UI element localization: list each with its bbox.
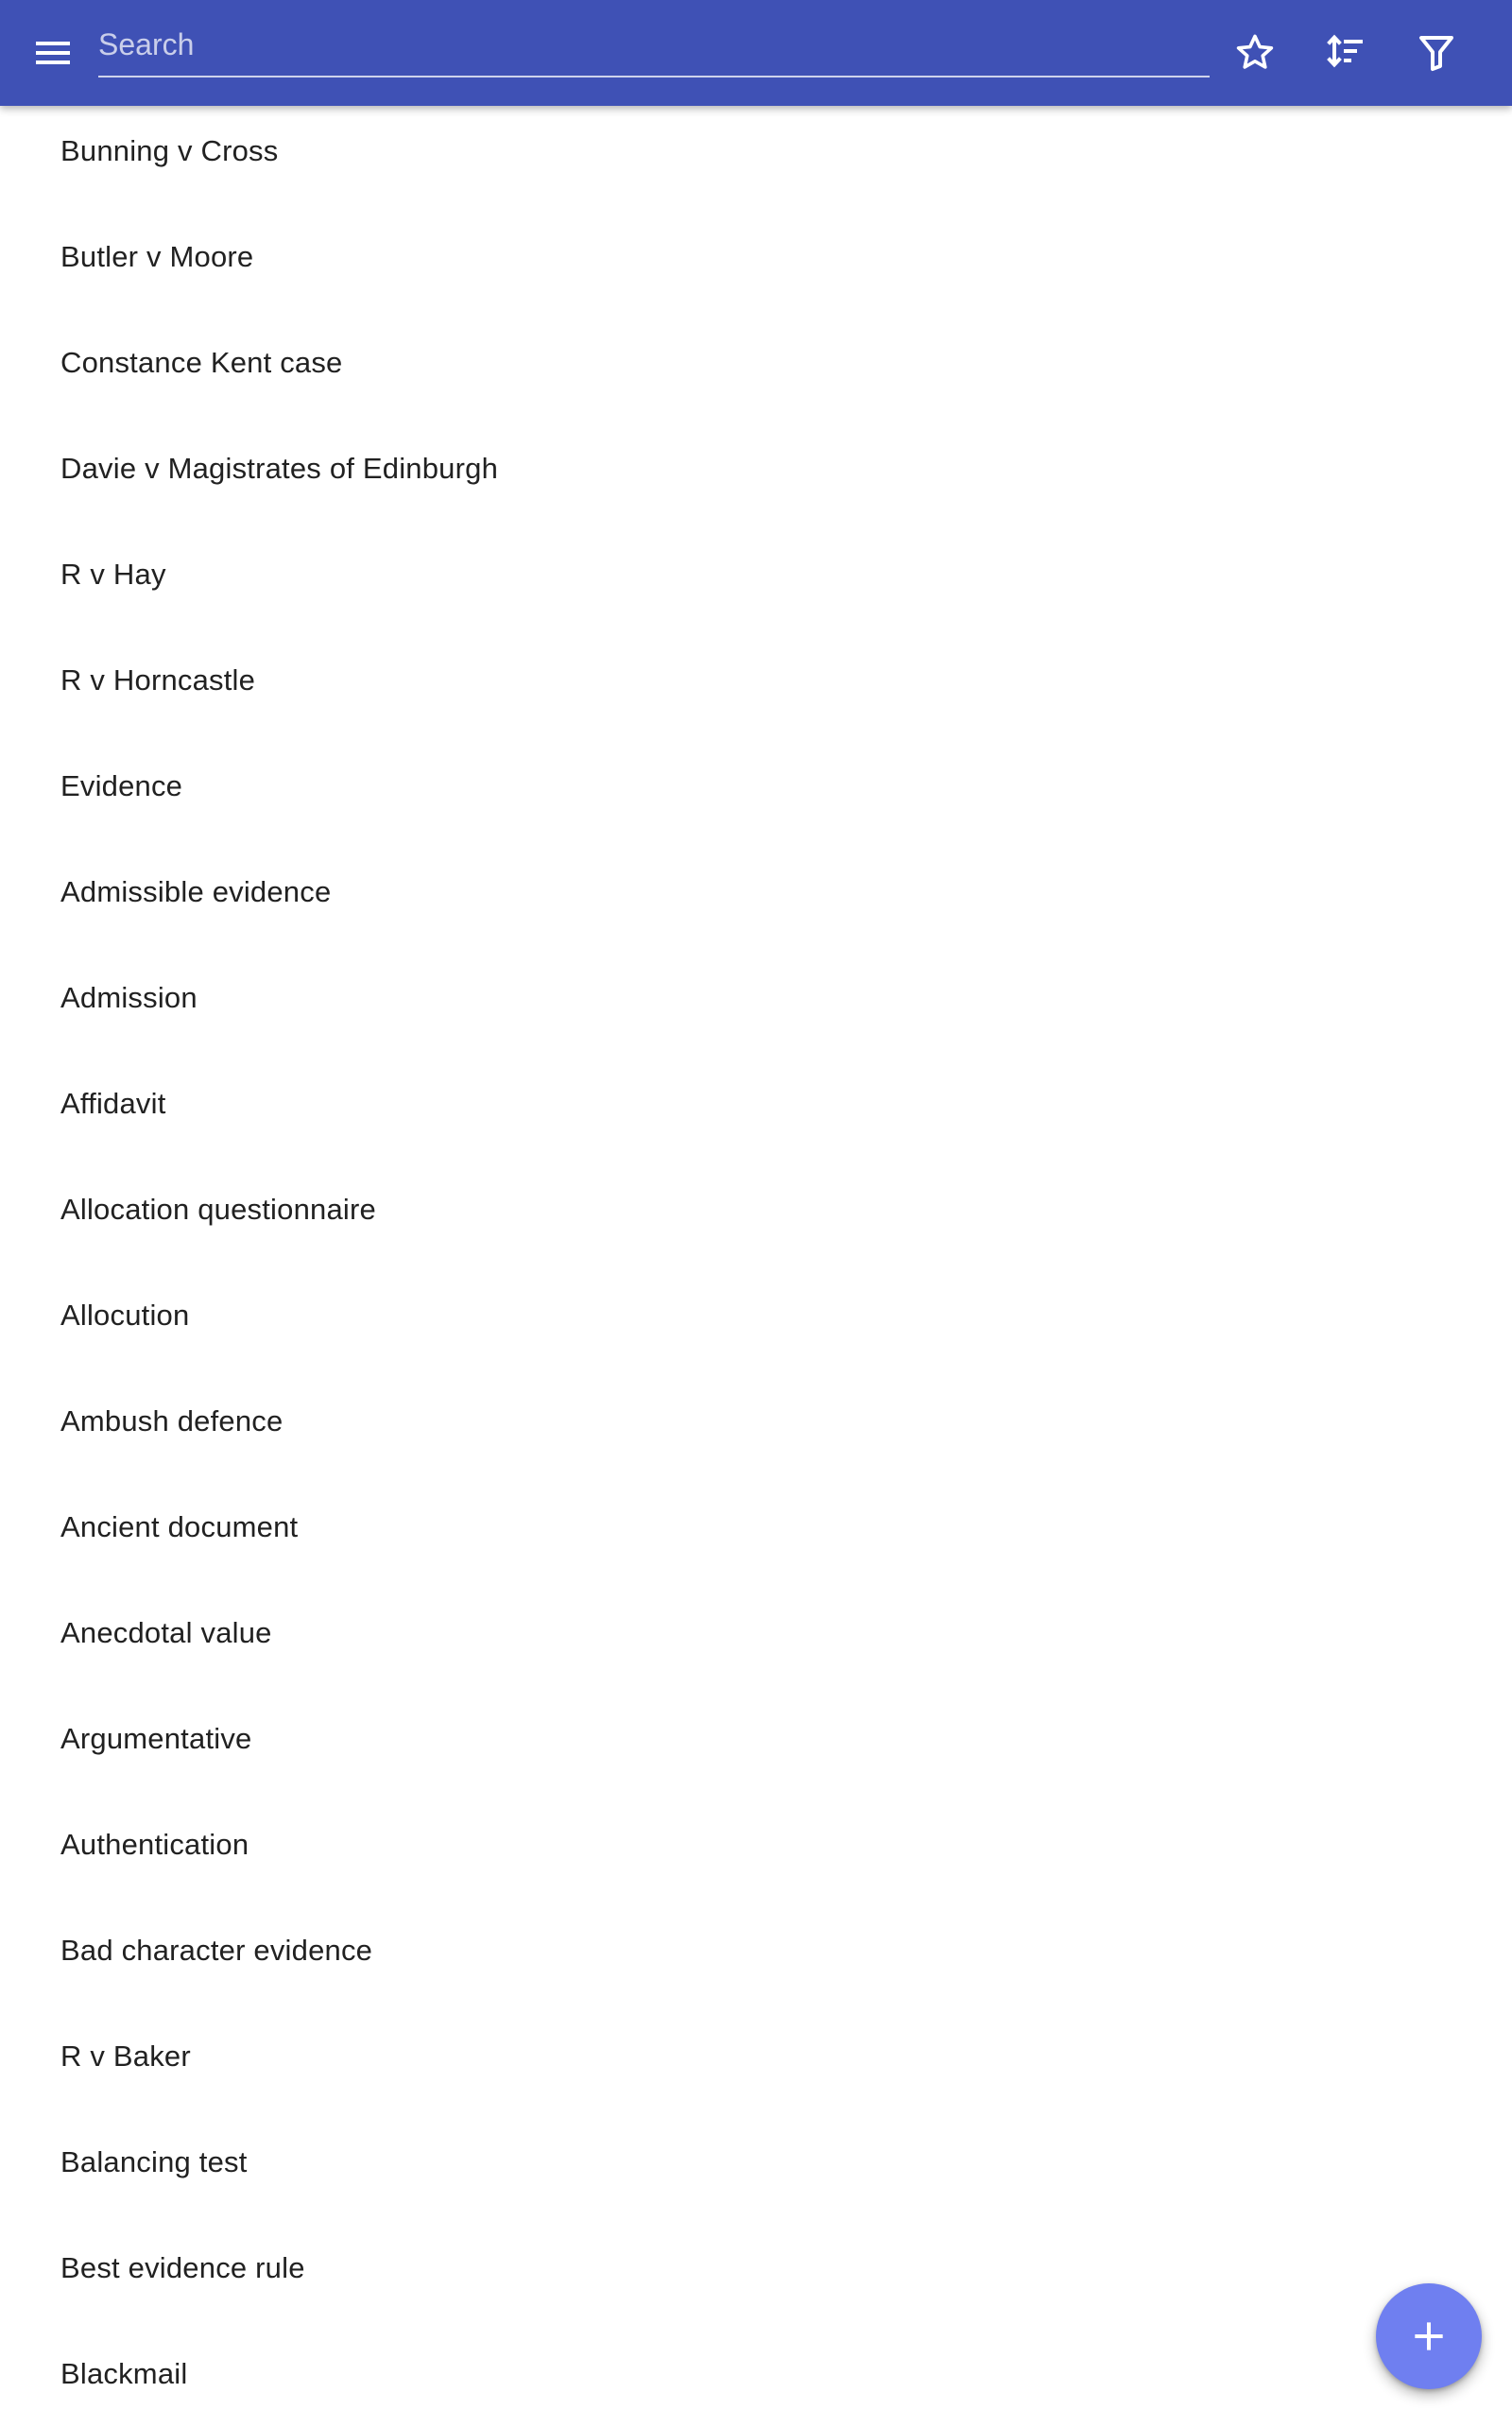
list-item[interactable] — [0, 310, 1512, 416]
list-item-label: Butler v Moore — [60, 240, 254, 273]
list-item[interactable] — [0, 1792, 1512, 1898]
list-item[interactable] — [0, 204, 1512, 310]
entry-list — [0, 98, 1512, 2427]
list-item-label: Balancing test — [60, 2145, 248, 2178]
list-item[interactable] — [0, 839, 1512, 945]
list-item-label: Best evidence rule — [60, 2251, 305, 2284]
list-item[interactable] — [0, 1898, 1512, 2004]
search-input[interactable] — [98, 17, 1210, 72]
list-item-label: Authentication — [60, 1828, 249, 1861]
list-item[interactable] — [0, 522, 1512, 628]
plus-icon — [1408, 2315, 1450, 2357]
list-item-label: Evidence — [60, 769, 183, 802]
list-item-label: Affidavit — [60, 1087, 166, 1120]
list-item[interactable] — [0, 416, 1512, 522]
list-item[interactable] — [0, 733, 1512, 839]
list-item-label: Bunning v Cross — [60, 134, 279, 167]
list-item[interactable] — [0, 1474, 1512, 1580]
list-item[interactable] — [0, 1263, 1512, 1368]
list-item-label: R v Baker — [60, 2040, 191, 2073]
filter-icon — [1414, 30, 1459, 76]
list-item[interactable] — [0, 98, 1512, 204]
list-item-label: R v Horncastle — [60, 663, 256, 697]
app-toolbar — [0, 0, 1512, 106]
list-item-label: Admissible evidence — [60, 875, 332, 908]
list-item[interactable] — [0, 1157, 1512, 1263]
list-item[interactable] — [0, 1368, 1512, 1474]
list-item-label: Allocution — [60, 1299, 190, 1332]
list-item-label: Anecdotal value — [60, 1616, 272, 1649]
list-item[interactable] — [0, 2109, 1512, 2215]
sort-icon — [1323, 30, 1368, 76]
search-field — [98, 17, 1210, 77]
menu-icon — [30, 30, 76, 76]
list-item[interactable] — [0, 628, 1512, 733]
list-item[interactable] — [0, 2215, 1512, 2321]
list-item-label: R v Hay — [60, 558, 166, 591]
list-item[interactable] — [0, 1686, 1512, 1792]
filter-button[interactable] — [1399, 15, 1474, 91]
list-item-label: Bad character evidence — [60, 1934, 373, 1967]
star-outline-icon — [1232, 30, 1278, 76]
list-item-label: Allocation questionnaire — [60, 1193, 376, 1226]
favorites-button[interactable] — [1217, 15, 1293, 91]
list-item-label: Ancient document — [60, 1510, 299, 1543]
list-item-label: Constance Kent case — [60, 346, 343, 379]
list-item-label: Admission — [60, 981, 198, 1014]
list-item-label: Argumentative — [60, 1722, 252, 1755]
list-item[interactable] — [0, 1580, 1512, 1686]
sort-button[interactable] — [1308, 15, 1383, 91]
list-item[interactable] — [0, 1051, 1512, 1157]
add-entry-button[interactable] — [1376, 2283, 1482, 2389]
list-item-label: Blackmail — [60, 2357, 188, 2390]
list-item[interactable] — [0, 945, 1512, 1051]
list-item[interactable] — [0, 2004, 1512, 2109]
list-item-label: Davie v Magistrates of Edinburgh — [60, 452, 499, 485]
menu-button[interactable] — [15, 15, 91, 91]
list-item[interactable] — [0, 2321, 1512, 2427]
list-item-label: Ambush defence — [60, 1404, 284, 1437]
